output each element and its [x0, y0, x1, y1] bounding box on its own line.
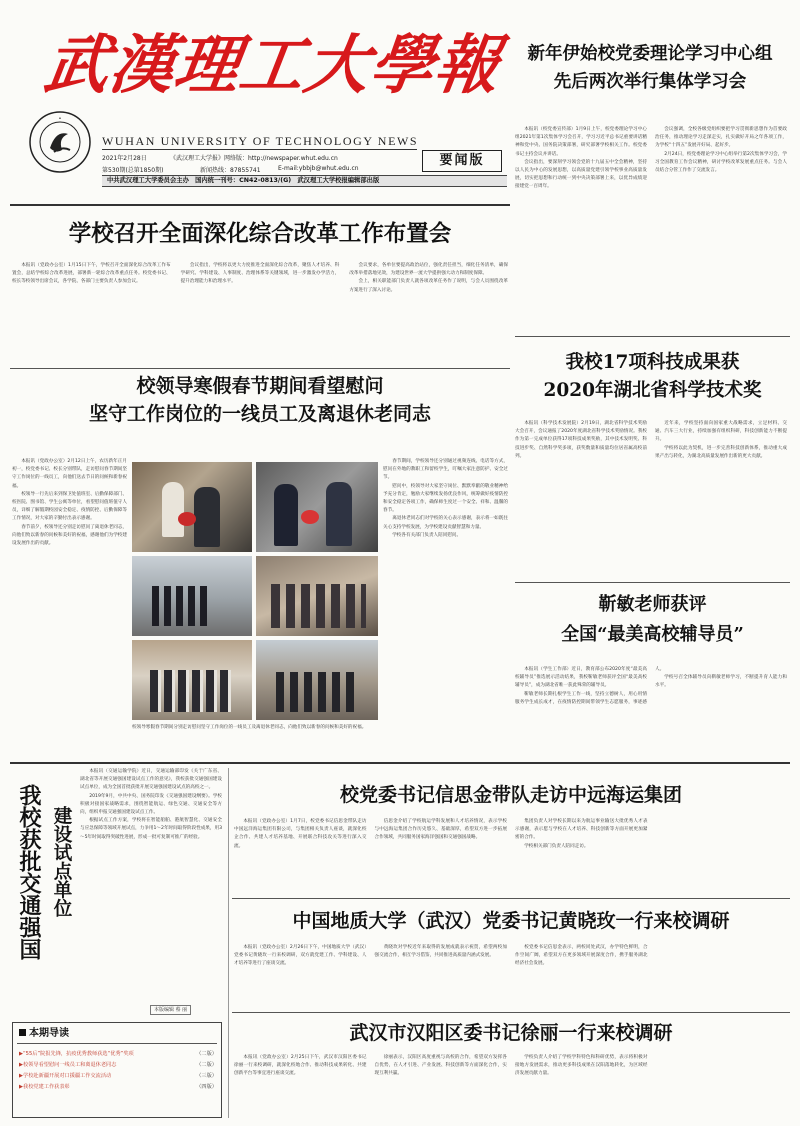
bullet-icon: ▶ — [19, 1073, 23, 1079]
bullet-icon: ▶ — [19, 1051, 23, 1057]
guide-item[interactable]: ▶“55后”院报先锋，抗疫优秀教师获选“优秀”奖项 （二版） — [19, 1051, 217, 1057]
headline-counselor-2: 全国“最美高校辅导员” — [561, 624, 744, 645]
headline-leaders-visit-1: 校领导寒假春节期间看望慰问 — [136, 375, 384, 397]
university-seal-logo — [28, 110, 92, 174]
body-leaders-visit-left: 本报讯（党政办公室）2月12日上午，农历新年正月初一，校党委书记、校长分别带队，走访慰问春节期间坚守工作岗位的一线员工，向他们送去节日的问候和新春祝福。 校领导一行先后来到保卫处值班室、后勤保障部门、校医院、图书馆、学生公寓等单位，看望慰问值班值守人员，详细了解假期校园安全稳定、疫情防控、后勤保障等工作情况，对大家的辛勤付出表示感谢。 春节前夕，校领导还分别走访慰问了离退休老同志，向他们致以新春的问候和美好的祝福，感谢他们为学校建设发展作出的贡献。 — [12, 459, 127, 547]
guide-box — [12, 1022, 222, 1118]
headline-counselor-1: 靳敏老师获评 — [598, 594, 707, 615]
web-edition: 《武汉理工大学报》网络版：http://newspaper.whut.edu.cn — [170, 155, 338, 162]
publisher-bar — [102, 175, 507, 187]
headline-hanyang: 武汉市汉阳区委书记徐丽一行来校调研 — [349, 1022, 673, 1044]
publisher: 中共武汉理工大学委员会主办 — [107, 177, 189, 184]
guide-item[interactable]: ▶校领导看望慰问一线员工和离退休老同志 （二版） — [19, 1062, 217, 1068]
masthead — [10, 22, 506, 174]
phone: 新闻热线：87855741 — [200, 167, 261, 174]
newspaper-title: 武漢理工大學報 — [39, 28, 506, 103]
photo-visit-1 — [132, 462, 252, 552]
photo-visit-6 — [256, 640, 378, 720]
headline-geosciences: 中国地质大学（武汉）党委书记黄晓玫一行来校调研 — [292, 910, 730, 932]
headline-transport-main: 我校获批交通强国 — [16, 784, 42, 960]
cn-number: 国内统一刊号：CN42-0813/(G) — [195, 177, 292, 184]
headline-theory-study-1: 新年伊始校党委理论学习中心组 — [527, 44, 773, 64]
guide-item[interactable]: ▶学校赴新疆开展对口援疆工作交流活动 （三版） — [19, 1073, 217, 1079]
headline-transport-side: 建设试点单位 — [51, 806, 72, 917]
issue-line: 第530期(总第1850期) — [102, 167, 164, 174]
headline-reform: 学校召开全面深化综合改革工作布置会 — [68, 221, 452, 247]
body-tech-award: 本报讯（科学技术发展院）2月19日，湖北省科学技术奖励大会召开，会议通报了2020年度湖北省科学技术奖励情况。我校作为第一完成单位获得17项科技成果奖励，其中技术发明奖、科技进步奖、自然科学奖多项，获奖数量和质量均位居省属高校前列。 近年来，学校坚持面向国家重大战略需求，立足材料、交通、汽车三大行业，持续加强有组织科研，科技创新能力不断提升。 学校将以此为契机，进一步完善科技创新体系，推动重大成果产出与转化，为湖北高质量发展作出新的更大贡献。 — [515, 421, 787, 459]
bullet-icon: ▶ — [19, 1062, 23, 1068]
photo-visit-4 — [256, 556, 378, 636]
headline-cosco: 校党委书记信思金带队走访中远海运集团 — [339, 784, 682, 806]
editor-note: 本版编辑 蔡 丽 — [150, 1005, 191, 1015]
photo-visit-5 — [132, 640, 252, 720]
headline-leaders-visit-2: 坚守工作岗位的一线员工及离退休老同志 — [88, 403, 431, 425]
body-transport: 本报讯（交通运输学院）近日，交通运输部印发《关于广东省、湖北省等开展交通强国建设试点工作的意见》，我校获批交通强国建设试点单位，成为全国首批获批开展交通强国建设试点的高校之一。 2019年9月，中共中央、国务院印发《交通强国建设纲要》。学校积极对接国家战略需求，围绕智能航运、绿色交通、交通安全等方向，组织申报交通强国建设试点工作。 根据试点工作方案，学校将在智能船舶、港航智慧化、交通安全与应急保障等领域开展试点，力争用1～2年时间取得阶段性成果，用3～5年时间取得突破性进展，形成一批可复制可推广的经验。 — [80, 769, 222, 840]
body-geosciences: 本报讯（党政办公室）2月26日下午，中国地质大学（武汉）党委书记黄晓玫一行来校调研，双方就党建工作、学科建设、人才培养等进行了座谈交流。 黄晓玫对学校近年来取得的发展成就表示祝贺，希望两校加强交流合作，相互学习借鉴，共同推进高质量内涵式发展。 校党委书记信思金表示，两校同处武汉，办学特色鲜明，合作空间广阔，希望双方在更多领域开展深度合作，携手服务湖北经济社会发展。 — [234, 945, 648, 967]
edition-label: 要闻版 — [422, 150, 502, 172]
photo-caption-visit: 校领导寒假春节期间分别走访慰问坚守工作岗位的一线员工及离退休老同志，向他们致以新春的问候和美好的祝福。 — [132, 725, 367, 730]
photo-visit-2 — [256, 462, 378, 552]
body-counselor: 本报讯（学生工作部）近日，教育部公布2020年度“最美高校辅导员”推选展示活动结果，我校靳敏老师获评全国“最美高校辅导员”，成为湖北省唯一获此殊荣的辅导员。 靳敏老师长期扎根学生工作一线，坚持立德树人，用心用情服务学生成长成才，在疫情防控期间带领学生志愿服务，事迹感人。 学校号召全体辅导员向靳敏老师学习，不断提升育人能力和水平。 — [515, 667, 787, 705]
date-line: 2021年2月28日 — [102, 155, 147, 162]
headline-theory-study-2: 先后两次举行集体学习会 — [553, 72, 747, 92]
body-reform: 本报讯（党政办公室）1月15日下午，学校召开全面深化综合改革工作布置会，总结学校综合改革进展，部署新一轮综合改革重点任务。校党委书记、校长等校领导出席会议，各学院、各部门主要负责人参加会议。 会议指出，学校将以更大力度推进全面深化综合改革，聚焦人才培养、科学研究、学科建设、人事制度、治理体系等关键领域，进一步激发办学活力，提升治理能力和治理水平。 会议要求，各单位要提高政治站位，强化责任担当，细化任务清单，确保改革举措落地见效，为建设世界一流大学提供强大动力和制度保障。 会上，相关职能部门负责人就各项改革任务作了说明，与会人员围绕改革方案进行了深入讨论。 — [12, 263, 508, 293]
english-name: WUHAN UNIVERSITY OF TECHNOLOGY NEWS — [102, 134, 419, 148]
body-hanyang: 本报讯（党政办公室）2月25日下午，武汉市汉阳区委书记徐丽一行来校调研，就深化校地合作、推动科技成果转化、共建创新平台等事宜进行座谈交流。 徐丽表示，汉阳区高度重视与高校的合作，希望双方发挥各自优势，在人才引进、产业发展、科技创新等方面深化合作，实现互利共赢。 学校负责人介绍了学校学科特色和科研优势，表示将积极对接地方发展需求，推动更多科技成果在汉阳落地转化，为区域经济发展贡献力量。 — [234, 1055, 648, 1077]
body-theory-study: 本报讯（校党委宣传部）1月9日上午，校党委理论学习中心组2021年第1次集体学习会召开，学习习近平总书记重要讲话精神和党中央、国务院决策部署，研究部署学校相关工作。校党委书记主持会议并讲话。 会议指出，要深刻学习领会党的十九届五中全会精神，坚持以人民为中心的发展思想，以高质量党建引领学校事业高质量发展，切实把思想和行动统一到中央决策部署上来，以优异成绩迎接建党一百周年。 会议强调，全校各级党组织要把学习贯彻新思想作为首要政治任务，推动理论学习走深走实，扎实做好开局之年各项工作，为学校“十四五”发展开好局、起好步。 2月24日，校党委理论学习中心组举行第2次集体学习会，学习全国教育工作会议精神，研讨学校改革发展重点任务。与会人员结合分管工作作了交流发言。 — [515, 127, 787, 190]
photo-visit-3 — [132, 556, 252, 636]
guide-square-icon — [19, 1029, 26, 1036]
guide-title: 本期导读 — [19, 1027, 69, 1041]
body-leaders-visit-right: 春节期间，学校领导还分别通过视频连线、电话等方式，慰问在外地的教职工和留校学生，叮嘱大家注意防护、安全过节。 慰问中，校领导对大家坚守岗位、默默奉献的敬业精神给予充分肯定，勉励大家继续发扬优良作风，统筹做好疫情防控和安全稳定各项工作，确保师生度过一个安全、祥和、温馨的春节。 离退休老同志们对学校的关心表示感谢，表示将一如既往关心支持学校发展，为学校建设贡献智慧和力量。 学校各有关部门负责人陪同慰问。 — [383, 459, 508, 538]
guide-item[interactable]: ▶我校党建工作获表彰 （四版） — [19, 1084, 217, 1090]
publisher-editor: 武汉理工大学校报编辑部出版 — [297, 177, 380, 184]
bullet-icon: ▶ — [19, 1084, 23, 1090]
body-cosco: 本报讯（党政办公室）1月7日，校党委书记信思金带队走访中国远洋海运集团有限公司，与集团相关负责人座谈，就深化校企合作、共建人才培养基地、开展联合科技攻关等进行深入交流。 信思金介绍了学校航运学科发展和人才培养情况，表示学校与中远海运集团合作历史悠久、基础深厚，希望双方进一步拓展合作领域，共同服务国家海洋强国和交通强国战略。 集团负责人对学校长期以来为航运事业输送大批优秀人才表示感谢，表示愿与学校在人才培养、科技创新等方面开展更加紧密的合作。 学校相关部门负责人陪同走访。 — [234, 819, 648, 849]
svg-text:•: • — [58, 116, 62, 122]
headline-tech-award-2: 2020年湖北省科学技术奖 — [543, 380, 762, 401]
email: E-mail:ybbjb@whut.edu.cn — [278, 165, 359, 172]
headline-tech-award-1: 我校17项科技成果获 — [565, 352, 740, 373]
